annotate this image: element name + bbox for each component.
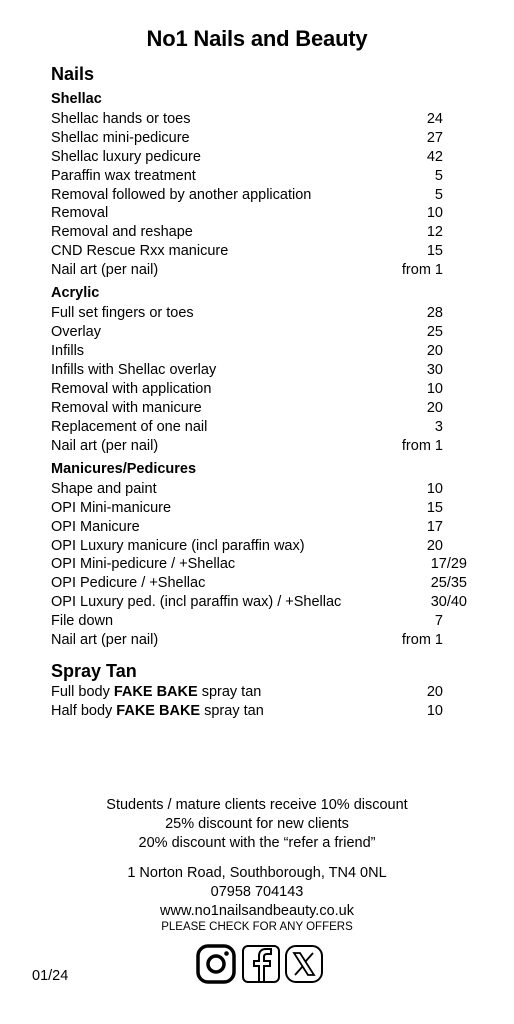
service-price: 15 <box>426 243 443 259</box>
service-name: Removal and reshape <box>51 224 193 240</box>
service-price: from 1 <box>401 438 443 454</box>
price-row <box>51 380 443 399</box>
service-price: 30 <box>426 362 443 378</box>
service-price: 25/35 <box>430 575 467 591</box>
service-name: Replacement of one nail <box>51 419 208 435</box>
service-price: 5 <box>434 187 443 203</box>
price-row <box>51 167 443 186</box>
service-name: Removal <box>51 205 109 221</box>
service-name: Half body FAKE BAKE spray tan <box>51 703 264 719</box>
service-price: 42 <box>426 149 443 165</box>
price-row <box>51 702 443 721</box>
facebook-icon[interactable] <box>241 944 281 984</box>
price-row <box>51 480 443 499</box>
price-row <box>51 518 443 537</box>
service-name: CND Rescue Rxx manicure <box>51 243 229 259</box>
service-name: Removal followed by another application <box>51 187 312 203</box>
group-heading-manicures-pedicures: Manicures/Pedicures <box>51 461 197 477</box>
service-name: Shape and paint <box>51 481 157 497</box>
price-row <box>51 574 467 593</box>
service-price: 10 <box>426 481 443 497</box>
price-row <box>51 593 467 612</box>
service-price: from 1 <box>401 262 443 278</box>
address: 1 Norton Road, Southborough, TN4 0NL <box>127 865 387 881</box>
service-price: 17 <box>426 519 443 535</box>
service-name: Full set fingers or toes <box>51 305 194 321</box>
instagram-icon[interactable] <box>196 944 236 984</box>
service-name: Paraffin wax treatment <box>51 168 196 184</box>
price-row <box>51 304 443 323</box>
service-price: 20 <box>426 400 443 416</box>
service-name: OPI Manicure <box>51 519 140 535</box>
service-name: Removal with application <box>51 381 212 397</box>
service-price: 20 <box>426 684 443 700</box>
date-code: 01/24 <box>32 968 69 984</box>
offers-note: PLEASE CHECK FOR ANY OFFERS <box>161 921 353 933</box>
service-price: 30/40 <box>430 594 467 610</box>
service-name: Nail art (per nail) <box>51 262 159 278</box>
service-price: 17/29 <box>430 556 467 572</box>
service-price: 3 <box>434 419 443 435</box>
price-row <box>51 612 443 631</box>
website-link[interactable]: www.no1nailsandbeauty.co.uk <box>160 903 354 919</box>
price-row <box>51 242 443 261</box>
price-row <box>51 683 443 702</box>
service-price: 10 <box>426 381 443 397</box>
price-row <box>51 631 443 650</box>
service-name: OPI Mini-manicure <box>51 500 172 516</box>
service-name: Shellac luxury pedicure <box>51 149 201 165</box>
offer-line: 25% discount for new clients <box>165 816 349 832</box>
service-name: Nail art (per nail) <box>51 632 159 648</box>
brand-name: FAKE BAKE <box>116 703 201 719</box>
service-name: OPI Pedicure / +Shellac <box>51 575 206 591</box>
service-price: 25 <box>426 324 443 340</box>
price-row <box>51 204 443 223</box>
service-price: 5 <box>434 168 443 184</box>
phone-number: 07958 704143 <box>210 884 304 900</box>
service-price: 20 <box>426 538 443 554</box>
service-price: 15 <box>426 500 443 516</box>
price-row <box>51 110 443 129</box>
service-name: OPI Mini-pedicure / +Shellac <box>51 556 236 572</box>
price-row <box>51 399 443 418</box>
section-heading-spray-tan: Spray Tan <box>51 661 137 681</box>
offer-line: 20% discount with the “refer a friend” <box>138 835 376 851</box>
service-price: 20 <box>426 343 443 359</box>
price-row <box>51 148 443 167</box>
group-heading-acrylic: Acrylic <box>51 285 100 301</box>
service-name: Infills <box>51 343 85 359</box>
price-row <box>51 499 443 518</box>
price-row <box>51 323 443 342</box>
service-price: 12 <box>426 224 443 240</box>
service-name: Infills with Shellac overlay <box>51 362 217 378</box>
price-row <box>51 223 443 242</box>
service-price: 24 <box>426 111 443 127</box>
service-name: Shellac mini-pedicure <box>51 130 190 146</box>
group-heading-shellac: Shellac <box>51 91 102 107</box>
service-name: Shellac hands or toes <box>51 111 191 127</box>
service-price: 7 <box>434 613 443 629</box>
service-name: File down <box>51 613 114 629</box>
x-icon[interactable] <box>284 944 324 984</box>
brand-name: FAKE BAKE <box>113 684 198 700</box>
service-price: 27 <box>426 130 443 146</box>
service-name: OPI Luxury manicure (incl paraffin wax) <box>51 538 305 554</box>
service-price: 28 <box>426 305 443 321</box>
service-name: Full body FAKE BAKE spray tan <box>51 684 262 700</box>
price-row <box>51 537 443 556</box>
service-name: Overlay <box>51 324 101 340</box>
page-title: No1 Nails and Beauty <box>146 26 368 51</box>
service-price: from 1 <box>401 632 443 648</box>
price-row <box>51 261 443 280</box>
service-price: 10 <box>426 205 443 221</box>
price-row <box>51 361 443 380</box>
offer-line: Students / mature clients receive 10% discount <box>106 797 408 813</box>
price-row <box>51 342 443 361</box>
service-price: 10 <box>426 703 443 719</box>
price-row <box>51 555 467 574</box>
service-name: OPI Luxury ped. (incl paraffin wax) / +Shellac <box>51 594 342 610</box>
service-name: Removal with manicure <box>51 400 202 416</box>
price-row <box>51 129 443 148</box>
price-row <box>51 186 443 205</box>
section-heading-nails: Nails <box>51 64 95 84</box>
service-name: Nail art (per nail) <box>51 438 159 454</box>
price-row <box>51 418 443 437</box>
price-row <box>51 437 443 456</box>
